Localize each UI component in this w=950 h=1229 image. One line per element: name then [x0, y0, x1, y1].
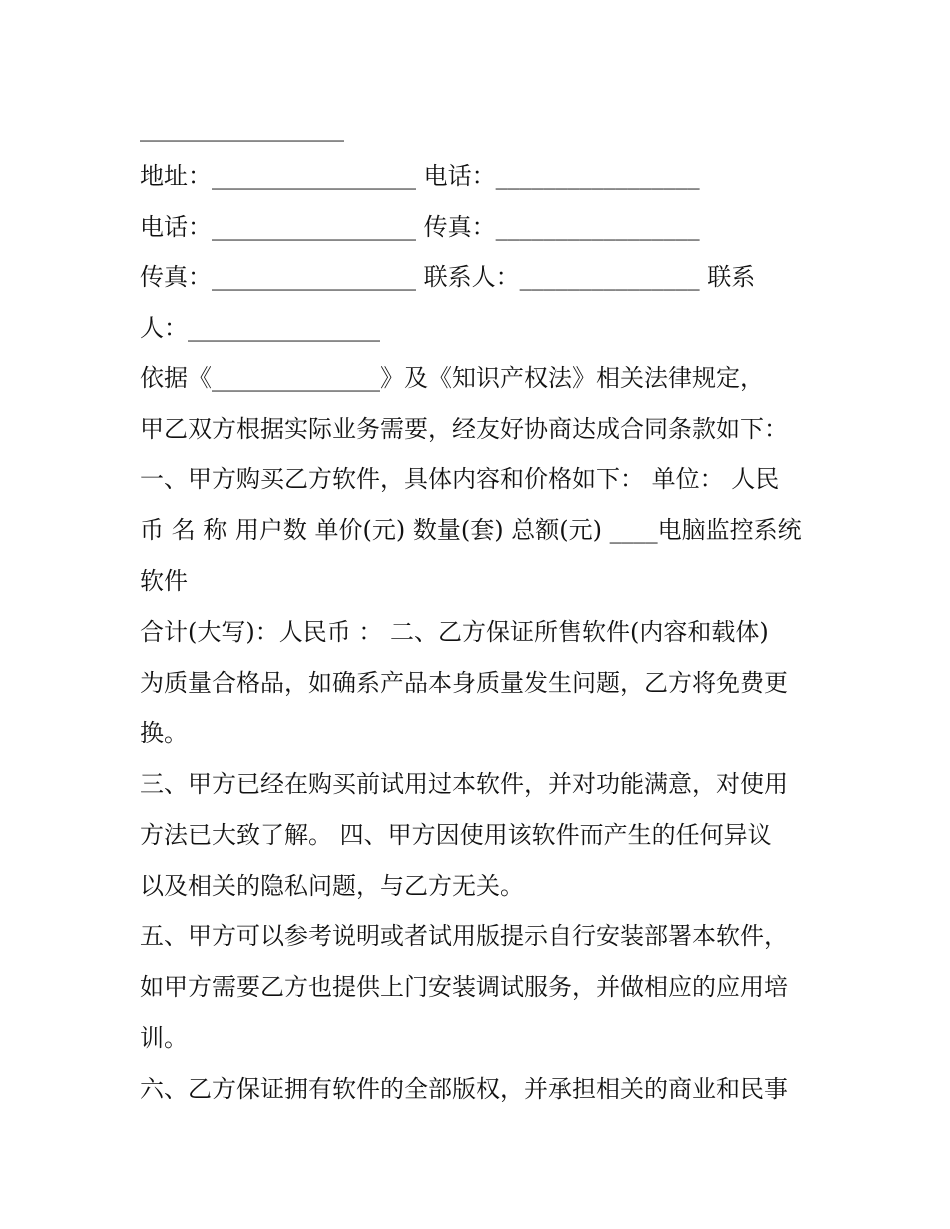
text-line: 合计(大写)：人民币 ： 二、乙方保证所售软件(内容和载体) [140, 618, 769, 646]
text-line: 电话：_________________ 传真：_________________ [140, 213, 700, 241]
text-line: 如甲方需要乙方也提供上门安装调试服务，并做相应的应用培 [140, 973, 788, 1001]
text-line: 为质量合格品，如确系产品本身质量发生问题，乙方将免费更 [140, 669, 788, 697]
text-line: 六、乙方保证拥有软件的全部版权，并承担相关的商业和民事 [140, 1075, 788, 1103]
text-line: 传真：_________________ 联系人：_______________ 联系 [140, 263, 756, 291]
text-line: 五、甲方可以参考说明或者试用版提示自行安装部署本软件， [140, 922, 788, 950]
text-line: 一、甲方购买乙方软件，具体内容和价格如下： 单位： 人民 [140, 465, 780, 493]
text-line: 地址：_________________ 电话：_________________ [140, 162, 700, 190]
text-line: 三、甲方已经在购买前试用过本软件，并对功能满意，对使用 [140, 770, 788, 798]
text-line: 训。 [140, 1024, 188, 1052]
text-line: _________________ [140, 114, 344, 142]
text-line: 以及相关的隐私问题，与乙方无关。 [140, 872, 524, 900]
text-line: 甲乙双方根据实际业务需要，经友好协商达成合同条款如下： [140, 415, 788, 443]
text-line: 软件 [140, 567, 188, 595]
text-line: 币 名 称 用户数 单价(元) 数量(套) 总额(元) ____电脑监控系统 [140, 516, 802, 544]
text-line: 方法已大致了解。 四、甲方因使用该软件而产生的任何异议 [140, 821, 772, 849]
text-line: 换。 [140, 719, 188, 747]
text-line: 依据《______________》及《知识产权法》相关法律规定， [140, 364, 764, 392]
text-line: 人：________________ [140, 314, 380, 342]
